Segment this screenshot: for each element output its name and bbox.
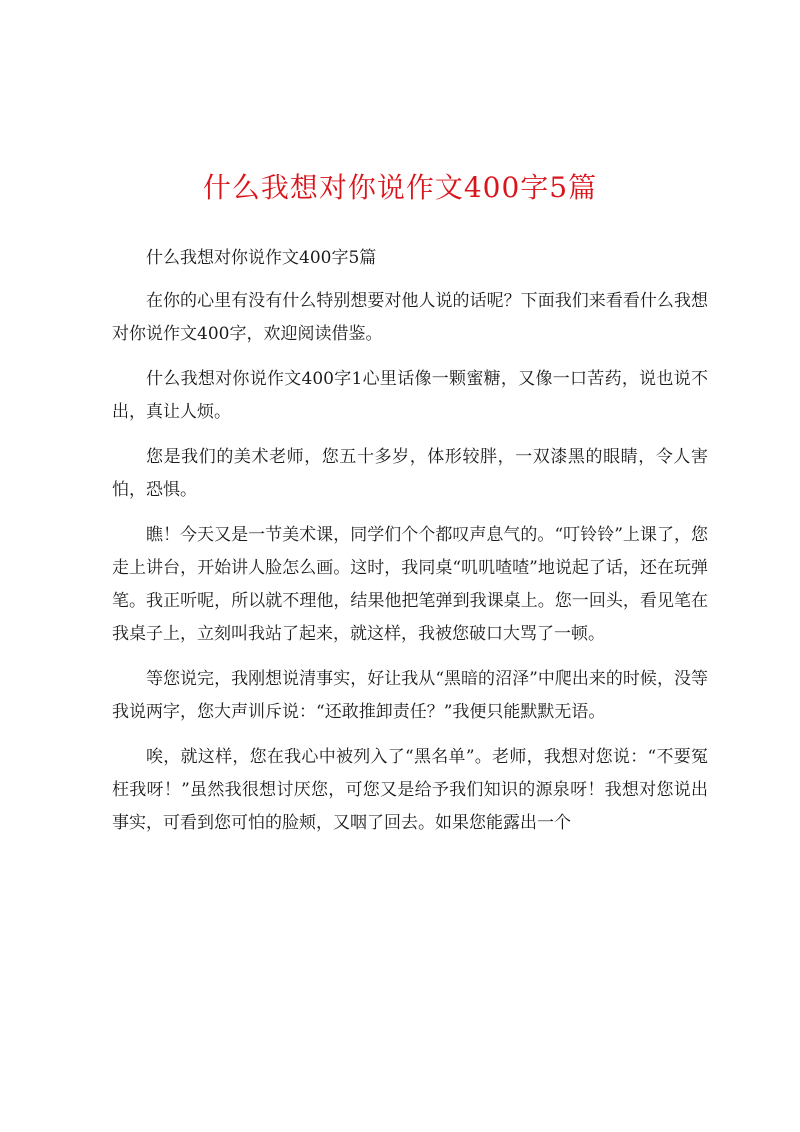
paragraph-subtitle: 什么我想对你说作文400字5篇 bbox=[146, 248, 377, 268]
paragraph-3: 瞧！今天又是一节美术课，同学们个个都叹声息气的。“叮铃铃”上课了，您走上讲台，开始讲人脸怎么画。这时，我同桌“叽叽喳喳”地说起了话，还在玩弹笔。我正听呢，所以就不理他，结果他把笔弹到我课桌上。您一回头，看见笔在我桌子上，立刻叫我站了起来，就这样，我被您破口大骂了一顿。 bbox=[112, 525, 708, 644]
document-title: 什么我想对你说作文400字5篇 bbox=[202, 171, 598, 204]
paragraph-1: 什么我想对你说作文400字1心里话像一颗蜜糖，又像一口苦药，说也说不出，真让人烦。 bbox=[112, 369, 708, 422]
paragraph-2: 您是我们的美术老师，您五十多岁，体形较胖，一双漆黑的眼睛，令人害怕，恐惧。 bbox=[112, 447, 708, 500]
document-body bbox=[112, 242, 708, 852]
paragraph-intro: 在你的心里有没有什么特别想要对他人说的话呢？下面我们来看看什么我想对你说作文400字，欢迎阅读借鉴。 bbox=[112, 291, 708, 344]
paragraph-5: 唉，就这样，您在我心中被列入了“黑名单”。老师，我想对您说：“不要冤枉我呀！”虽然我很想讨厌您，可您又是给予我们知识的源泉呀！我想对您说出事实，可看到您可怕的脸颊，又咽了回去。如果您能露出一个 bbox=[112, 747, 708, 833]
paragraph-4: 等您说完，我刚想说清事实，好让我从“黑暗的沼泽”中爬出来的时候，没等我说两字，您大声训斥说：“还敢推卸责任？”我便只能默默无语。 bbox=[112, 669, 708, 722]
